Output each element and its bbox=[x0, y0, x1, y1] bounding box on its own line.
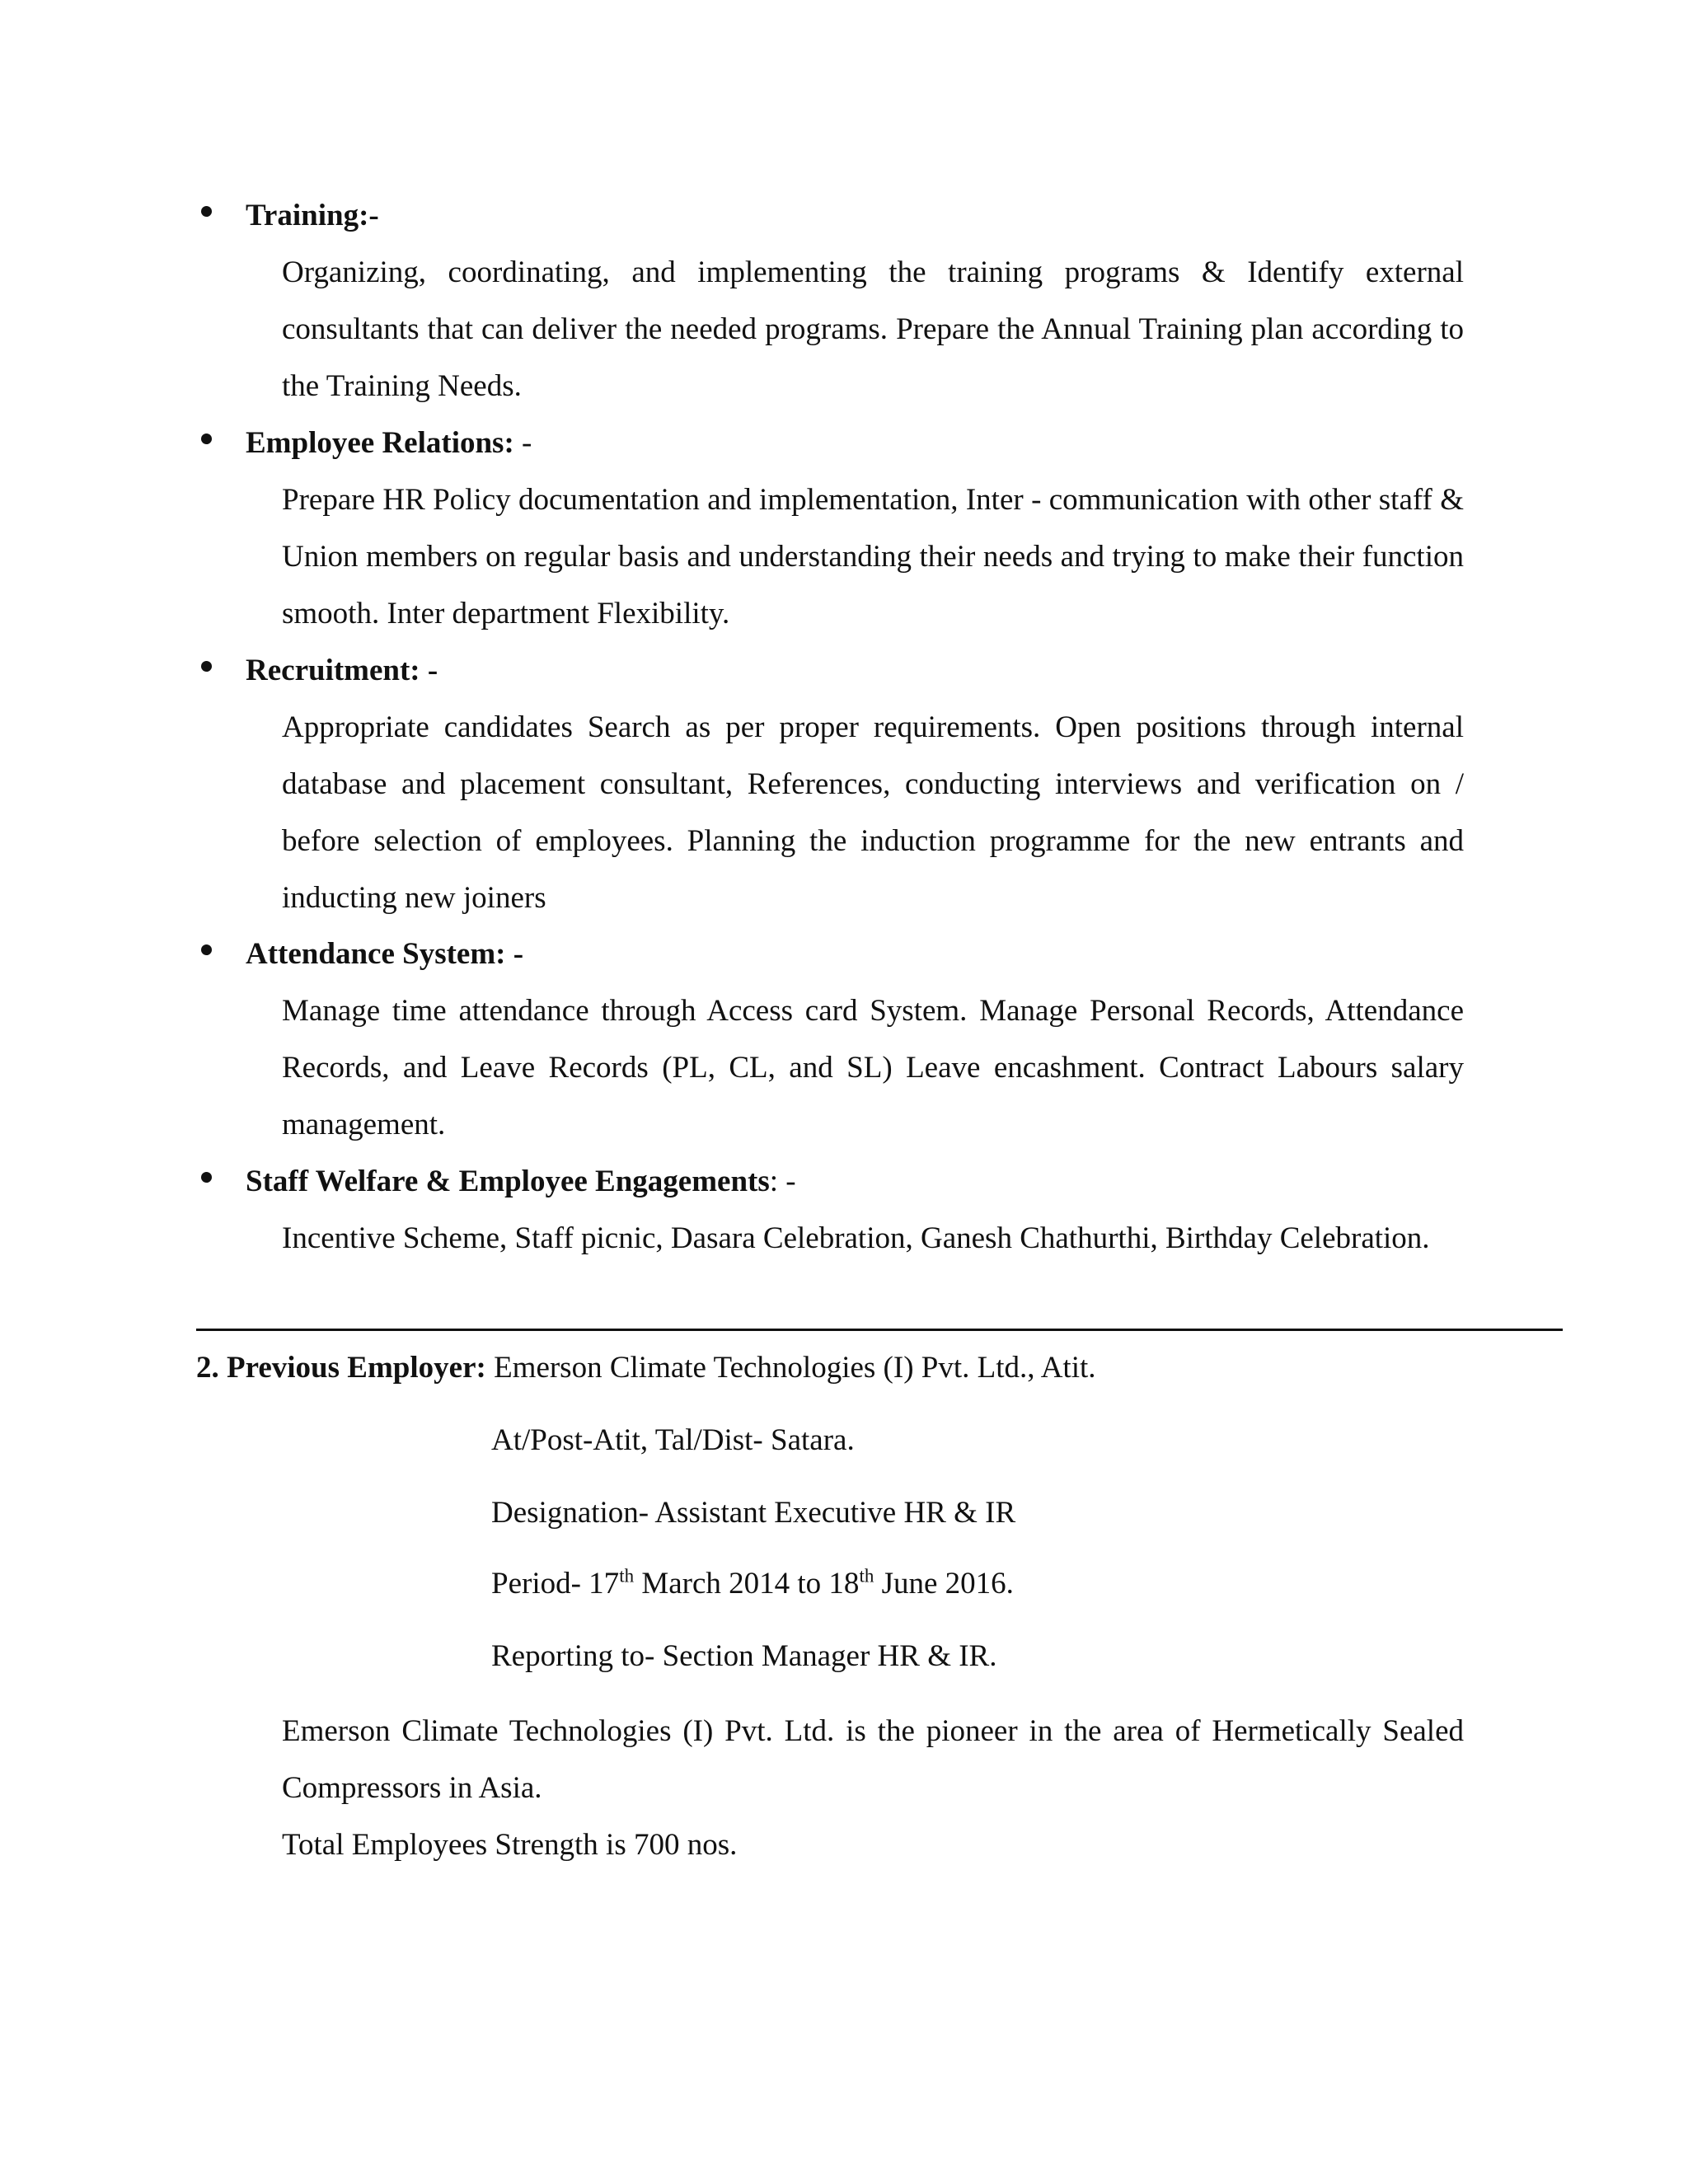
employer-period bbox=[491, 1561, 1014, 1607]
section-heading-text: Employee Relations: bbox=[246, 426, 514, 460]
section-body: Incentive Scheme, Staff picnic, Dasara Celebration, Ganesh Chathurthi, Birthday Celebration. bbox=[282, 1221, 1430, 1255]
section-heading: Training:- bbox=[246, 199, 379, 232]
period-middle: March 2014 to 18 bbox=[634, 1567, 860, 1601]
period-end: June 2016. bbox=[874, 1567, 1014, 1601]
previous-employer-company: Emerson Climate Technologies (I) Pvt. Ltd., Atit. bbox=[485, 1351, 1096, 1385]
section-training bbox=[246, 188, 1464, 415]
section-body: Prepare HR Policy documentation and implementation, Inter - communication with other staff & Union members on regular basis and understanding their needs and trying to make their function smooth. Inter department Flexibility. bbox=[282, 483, 1464, 630]
previous-employer-label: 2. Previous Employer: bbox=[196, 1351, 486, 1385]
section-divider bbox=[196, 1329, 1563, 1331]
section-heading-suffix: - bbox=[513, 426, 532, 460]
section-heading bbox=[246, 415, 1464, 471]
section-heading-text: Staff Welfare & Employee Engagements bbox=[246, 1165, 770, 1198]
section-body: Organizing, coordinating, and implementing the training programs & Identify external consultants that can deliver the needed programs. Prepare the Annual Training plan according to the Training Needs. bbox=[282, 255, 1464, 403]
section-body: Appropriate candidates Search as per proper requirements. Open positions through internal database and placement consultant, References, conducting interviews and verification on / before selection of employees. Planning the induction programme for the new entrants and inducting new joiners bbox=[282, 710, 1464, 915]
section-staff-welfare bbox=[246, 1154, 1464, 1267]
bullet-icon bbox=[201, 1172, 212, 1183]
previous-employer-heading bbox=[196, 1345, 1096, 1391]
section-heading-suffix: : - bbox=[769, 1165, 796, 1198]
period-end-suffix: th bbox=[859, 1565, 874, 1586]
section-heading bbox=[246, 1154, 1464, 1210]
bullet-icon bbox=[201, 434, 212, 444]
section-heading: Attendance System: - bbox=[246, 937, 524, 971]
bullet-icon bbox=[201, 661, 212, 672]
employer-reporting: Reporting to- Section Manager HR & IR. bbox=[491, 1639, 997, 1673]
employer-designation: Designation- Assistant Executive HR & IR bbox=[491, 1496, 1016, 1530]
bullet-icon bbox=[201, 944, 212, 955]
section-heading: Recruitment: - bbox=[246, 654, 438, 687]
section-attendance-system bbox=[246, 926, 1464, 1153]
employer-address: At/Post-Atit, Tal/Dist- Satara. bbox=[491, 1423, 855, 1457]
bullet-icon bbox=[201, 206, 212, 217]
employer-about: Emerson Climate Technologies (I) Pvt. Ltd. is the pioneer in the area of Hermetically Sealed Compressors in Asia. bbox=[282, 1714, 1464, 1805]
employer-total-employees: Total Employees Strength is 700 nos. bbox=[282, 1828, 738, 1862]
period-start-suffix: th bbox=[619, 1565, 635, 1586]
section-recruitment bbox=[246, 643, 1464, 926]
section-body: Manage time attendance through Access card System. Manage Personal Records, Attendance Records, and Leave Records (PL, CL, and SL) Leave encashment. Contract Labours salary management. bbox=[282, 994, 1464, 1141]
period-start-day: Period- 17 bbox=[491, 1567, 620, 1601]
section-employee-relations bbox=[246, 415, 1464, 642]
